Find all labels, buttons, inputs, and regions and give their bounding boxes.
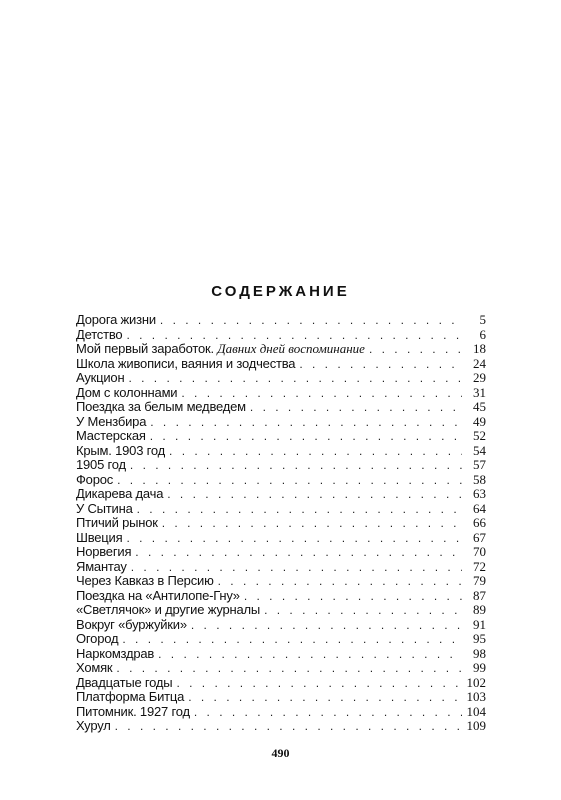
toc-entry-title: «Светлячок» и другие журналы xyxy=(76,602,261,617)
toc-entry-title: Огород xyxy=(76,631,119,646)
dot-leader xyxy=(218,574,462,589)
toc-entry[interactable] xyxy=(76,603,486,618)
toc-entry-title: Крым. 1903 год xyxy=(76,442,166,458)
toc-entry[interactable] xyxy=(76,618,486,633)
toc-entry-page: 70 xyxy=(473,544,486,559)
toc-entry-page: 109 xyxy=(466,718,486,733)
dot-leader xyxy=(162,516,462,531)
toc-entry-page: 57 xyxy=(473,457,486,472)
dot-leader xyxy=(130,458,462,473)
toc-entry-page: 63 xyxy=(473,486,486,501)
toc-entry-title: У Сытина xyxy=(76,500,133,516)
dot-leader xyxy=(264,603,462,618)
toc-entry-title: Детство xyxy=(76,326,123,342)
toc-entry-title: 1905 год xyxy=(76,457,126,472)
toc-entry-page: 72 xyxy=(473,558,486,574)
toc-entry-title: Дикарева дача xyxy=(76,486,164,501)
toc-entry[interactable] xyxy=(76,400,486,415)
toc-entry-page: 99 xyxy=(473,660,486,675)
toc-entry-title: Форос xyxy=(76,471,114,487)
toc-entry[interactable] xyxy=(76,313,486,328)
toc-entry[interactable] xyxy=(76,719,486,734)
toc-entry-title: Питомник. 1927 год xyxy=(76,703,190,719)
dot-leader xyxy=(244,589,462,604)
dot-leader xyxy=(188,690,462,705)
toc-entry-title: Дорога жизни xyxy=(76,312,156,327)
toc-entry-title: Норвегия xyxy=(76,544,132,559)
toc-entry[interactable] xyxy=(76,531,486,546)
toc-entry-page: 95 xyxy=(473,631,486,646)
toc-entry-page: 104 xyxy=(466,703,486,719)
dot-leader xyxy=(176,676,462,691)
dot-leader xyxy=(126,328,462,343)
toc-entry-title: Наркомздрав xyxy=(76,645,155,661)
dot-leader xyxy=(191,618,462,633)
toc-entry[interactable] xyxy=(76,342,486,357)
table-of-contents xyxy=(76,313,486,734)
dot-leader xyxy=(194,705,462,720)
toc-entry-page: 24 xyxy=(473,355,486,371)
dot-leader xyxy=(167,487,462,502)
toc-entry[interactable] xyxy=(76,516,486,531)
dot-leader xyxy=(137,502,462,517)
toc-entry-title: Поездка на «Антилопе-Гну» xyxy=(76,587,240,603)
toc-entry-title: Дом с колоннами xyxy=(76,384,178,400)
dot-leader xyxy=(150,429,462,444)
toc-entry-title-with-subtitle xyxy=(76,342,365,357)
toc-entry-page: 89 xyxy=(473,602,486,617)
dot-leader xyxy=(250,400,462,415)
toc-entry[interactable] xyxy=(76,647,486,662)
toc-entry[interactable] xyxy=(76,589,486,604)
toc-entry-title: Птичий рынок xyxy=(76,515,158,530)
toc-entry[interactable] xyxy=(76,574,486,589)
toc-entry-title: Хомяк xyxy=(76,660,113,675)
toc-entry[interactable] xyxy=(76,502,486,517)
toc-entry[interactable] xyxy=(76,386,486,401)
toc-entry[interactable] xyxy=(76,487,486,502)
toc-entry-page: 52 xyxy=(473,428,486,443)
toc-entry-page: 103 xyxy=(466,689,486,704)
toc-entry-title: Ямантау xyxy=(76,558,127,574)
dot-leader xyxy=(117,473,462,488)
toc-entry[interactable] xyxy=(76,473,486,488)
dot-leader xyxy=(122,632,462,647)
toc-entry-title: Школа живописи, ваяния и зодчества xyxy=(76,355,296,371)
toc-entry-page: 91 xyxy=(473,616,486,632)
toc-entry-page: 64 xyxy=(473,500,486,516)
page-number: 490 xyxy=(271,746,290,760)
dot-leader xyxy=(169,444,462,459)
toc-entry-title: Вокруг «буржуйки» xyxy=(76,616,187,632)
toc-heading: СОДЕРЖАНИЕ xyxy=(211,283,350,300)
toc-entry-title: Платформа Битца xyxy=(76,689,185,704)
toc-entry[interactable] xyxy=(76,676,486,691)
toc-entry-title: Мой первый заработок. xyxy=(76,341,214,356)
dot-leader xyxy=(116,661,462,676)
toc-entry-title: У Мензбира xyxy=(76,413,147,429)
toc-entry-page: 67 xyxy=(473,529,486,545)
dot-leader xyxy=(160,313,462,328)
toc-entry-title: Через Кавказ в Персию xyxy=(76,573,214,588)
toc-entry-page: 31 xyxy=(473,384,486,400)
toc-entry[interactable] xyxy=(76,632,486,647)
dot-leader xyxy=(135,545,462,560)
toc-entry[interactable] xyxy=(76,705,486,720)
toc-entry-title: Двадцатые годы xyxy=(76,674,173,690)
toc-entry[interactable] xyxy=(76,328,486,343)
dot-leader xyxy=(158,647,462,662)
toc-entry[interactable] xyxy=(76,690,486,705)
toc-entry-page: 79 xyxy=(473,573,486,588)
toc-entry-title: Хурул xyxy=(76,718,111,733)
dot-leader xyxy=(181,386,462,401)
toc-entry[interactable] xyxy=(76,661,486,676)
toc-entry-title: Мастерская xyxy=(76,428,146,443)
toc-entry[interactable] xyxy=(76,429,486,444)
toc-entry[interactable] xyxy=(76,371,486,386)
dot-leader xyxy=(126,531,462,546)
toc-entry-page: 45 xyxy=(473,399,486,414)
toc-entry-title: Швеция xyxy=(76,529,123,545)
toc-entry-page: 58 xyxy=(473,471,486,487)
toc-entry-page: 98 xyxy=(473,645,486,661)
toc-entry[interactable] xyxy=(76,444,486,459)
toc-entry-page: 5 xyxy=(479,312,486,327)
toc-entry-page: 66 xyxy=(473,515,486,530)
toc-entry-page: 54 xyxy=(473,442,486,458)
toc-entry-page: 29 xyxy=(473,370,486,385)
toc-entry-title: Поездка за белым медведем xyxy=(76,399,246,414)
toc-entry-title: Аукцион xyxy=(76,370,125,385)
toc-entry-subtitle: Давних дней воспоминание xyxy=(217,341,365,356)
toc-entry[interactable] xyxy=(76,415,486,430)
toc-entry-page: 49 xyxy=(473,413,486,429)
toc-entry-page: 87 xyxy=(473,587,486,603)
toc-entry[interactable] xyxy=(76,458,486,473)
toc-entry-page: 102 xyxy=(466,674,486,690)
dot-leader xyxy=(131,560,462,575)
dot-leader xyxy=(299,357,462,372)
toc-entry[interactable] xyxy=(76,560,486,575)
toc-entry[interactable] xyxy=(76,545,486,560)
toc-entry[interactable] xyxy=(76,357,486,372)
dot-leader xyxy=(128,371,462,386)
toc-entry-page: 6 xyxy=(479,326,486,342)
dot-leader xyxy=(369,342,462,357)
dot-leader xyxy=(150,415,462,430)
toc-entry-page: 18 xyxy=(473,341,486,356)
dot-leader xyxy=(115,719,462,734)
